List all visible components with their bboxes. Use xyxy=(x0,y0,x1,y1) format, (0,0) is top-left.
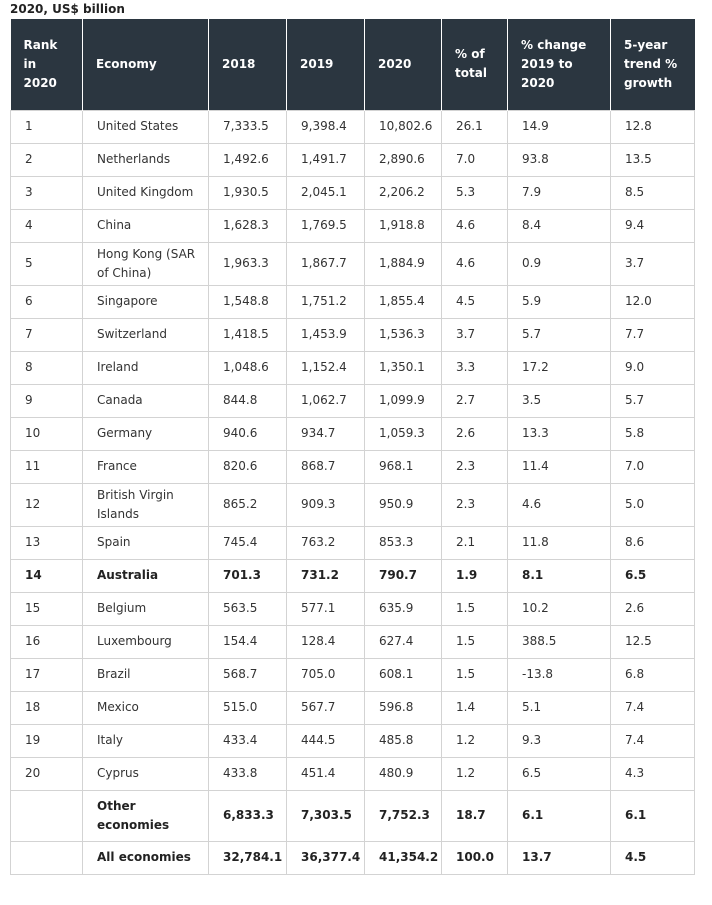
cell-pct-change: -13.8 xyxy=(508,658,611,691)
cell-2019: 731.2 xyxy=(287,559,365,592)
cell-trend: 3.7 xyxy=(611,242,695,285)
cell-pct-change: 0.9 xyxy=(508,242,611,285)
cell-trend: 12.5 xyxy=(611,625,695,658)
cell-2018: 820.6 xyxy=(209,450,287,483)
cell-2019: 1,453.9 xyxy=(287,318,365,351)
header-rank: Rank in 2020 xyxy=(11,19,83,110)
cell-trend: 7.0 xyxy=(611,450,695,483)
table-row xyxy=(11,110,695,143)
cell-economy: Spain xyxy=(83,526,209,559)
table-row xyxy=(11,417,695,450)
cell-pct-change: 5.1 xyxy=(508,691,611,724)
cell-2020: 1,855.4 xyxy=(365,285,442,318)
cell-2018: 32,784.1 xyxy=(209,841,287,874)
cell-trend: 4.3 xyxy=(611,757,695,790)
cell-2019: 763.2 xyxy=(287,526,365,559)
table-row xyxy=(11,143,695,176)
cell-pct-change: 5.9 xyxy=(508,285,611,318)
table-row xyxy=(11,691,695,724)
cell-2019: 1,491.7 xyxy=(287,143,365,176)
cell-rank: 13 xyxy=(11,526,83,559)
cell-rank: 5 xyxy=(11,242,83,285)
cell-2019: 1,867.7 xyxy=(287,242,365,285)
cell-trend: 6.8 xyxy=(611,658,695,691)
cell-rank: 1 xyxy=(11,110,83,143)
cell-rank: 18 xyxy=(11,691,83,724)
cell-trend: 12.0 xyxy=(611,285,695,318)
table-row xyxy=(11,790,695,841)
cell-trend: 2.6 xyxy=(611,592,695,625)
cell-rank: 6 xyxy=(11,285,83,318)
cell-pct-total: 4.6 xyxy=(442,209,508,242)
table-row xyxy=(11,841,695,874)
cell-2018: 940.6 xyxy=(209,417,287,450)
cell-2020: 608.1 xyxy=(365,658,442,691)
cell-pct-total: 100.0 xyxy=(442,841,508,874)
cell-rank: 17 xyxy=(11,658,83,691)
cell-rank: 7 xyxy=(11,318,83,351)
cell-pct-change: 10.2 xyxy=(508,592,611,625)
cell-trend: 5.8 xyxy=(611,417,695,450)
table-row xyxy=(11,351,695,384)
header-pct-total: % of total xyxy=(442,19,508,110)
cell-pct-change: 6.5 xyxy=(508,757,611,790)
cell-rank: 12 xyxy=(11,483,83,526)
cell-2018: 1,548.8 xyxy=(209,285,287,318)
cell-2020: 635.9 xyxy=(365,592,442,625)
table-row xyxy=(11,724,695,757)
header-2019: 2019 xyxy=(287,19,365,110)
table-row xyxy=(11,285,695,318)
cell-economy: Luxembourg xyxy=(83,625,209,658)
cell-2019: 451.4 xyxy=(287,757,365,790)
cell-2020: 2,890.6 xyxy=(365,143,442,176)
cell-economy: Mexico xyxy=(83,691,209,724)
cell-pct-total: 2.6 xyxy=(442,417,508,450)
cell-pct-total: 3.3 xyxy=(442,351,508,384)
cell-pct-change: 93.8 xyxy=(508,143,611,176)
cell-rank xyxy=(11,841,83,874)
cell-trend: 6.1 xyxy=(611,790,695,841)
cell-economy: Brazil xyxy=(83,658,209,691)
cell-pct-total: 1.2 xyxy=(442,757,508,790)
cell-rank: 16 xyxy=(11,625,83,658)
cell-pct-change: 11.8 xyxy=(508,526,611,559)
cell-trend: 7.4 xyxy=(611,724,695,757)
cell-pct-change: 9.3 xyxy=(508,724,611,757)
cell-2018: 1,963.3 xyxy=(209,242,287,285)
cell-pct-total: 3.7 xyxy=(442,318,508,351)
cell-rank: 10 xyxy=(11,417,83,450)
cell-economy: France xyxy=(83,450,209,483)
cell-trend: 5.7 xyxy=(611,384,695,417)
cell-economy: Canada xyxy=(83,384,209,417)
cell-rank: 8 xyxy=(11,351,83,384)
cell-pct-change: 6.1 xyxy=(508,790,611,841)
cell-2020: 790.7 xyxy=(365,559,442,592)
cell-economy: China xyxy=(83,209,209,242)
cell-2018: 1,418.5 xyxy=(209,318,287,351)
cell-pct-change: 8.4 xyxy=(508,209,611,242)
cell-pct-total: 4.5 xyxy=(442,285,508,318)
cell-economy: Italy xyxy=(83,724,209,757)
cell-trend: 9.0 xyxy=(611,351,695,384)
cell-2018: 568.7 xyxy=(209,658,287,691)
cell-economy: Belgium xyxy=(83,592,209,625)
cell-2019: 934.7 xyxy=(287,417,365,450)
cell-rank: 15 xyxy=(11,592,83,625)
table-body xyxy=(11,110,695,874)
cell-2020: 596.8 xyxy=(365,691,442,724)
cell-2018: 1,628.3 xyxy=(209,209,287,242)
cell-economy: Netherlands xyxy=(83,143,209,176)
cell-pct-change: 3.5 xyxy=(508,384,611,417)
cell-economy: British Virgin Islands xyxy=(83,483,209,526)
cell-2020: 1,350.1 xyxy=(365,351,442,384)
cell-2018: 563.5 xyxy=(209,592,287,625)
table-row xyxy=(11,559,695,592)
header-economy: Economy xyxy=(83,19,209,110)
cell-2020: 485.8 xyxy=(365,724,442,757)
cell-rank: 2 xyxy=(11,143,83,176)
cell-pct-total: 1.2 xyxy=(442,724,508,757)
cell-pct-total: 7.0 xyxy=(442,143,508,176)
cell-trend: 4.5 xyxy=(611,841,695,874)
cell-2020: 10,802.6 xyxy=(365,110,442,143)
cell-2018: 433.4 xyxy=(209,724,287,757)
cell-2018: 865.2 xyxy=(209,483,287,526)
cell-2020: 1,884.9 xyxy=(365,242,442,285)
cell-pct-total: 2.7 xyxy=(442,384,508,417)
cell-pct-change: 13.3 xyxy=(508,417,611,450)
cell-rank: 3 xyxy=(11,176,83,209)
cell-2018: 433.8 xyxy=(209,757,287,790)
table-row xyxy=(11,209,695,242)
cell-economy: Australia xyxy=(83,559,209,592)
table-row xyxy=(11,625,695,658)
table-row xyxy=(11,592,695,625)
cell-2019: 868.7 xyxy=(287,450,365,483)
cell-economy: Singapore xyxy=(83,285,209,318)
cell-pct-change: 17.2 xyxy=(508,351,611,384)
cell-2018: 1,048.6 xyxy=(209,351,287,384)
table-row xyxy=(11,658,695,691)
cell-2019: 1,062.7 xyxy=(287,384,365,417)
table-row xyxy=(11,242,695,285)
cell-2018: 515.0 xyxy=(209,691,287,724)
cell-2020: 7,752.3 xyxy=(365,790,442,841)
cell-trend: 12.8 xyxy=(611,110,695,143)
cell-economy: Ireland xyxy=(83,351,209,384)
cell-2020: 1,536.3 xyxy=(365,318,442,351)
cell-pct-total: 1.5 xyxy=(442,592,508,625)
investment-table xyxy=(10,19,695,875)
cell-trend: 7.4 xyxy=(611,691,695,724)
cell-2019: 36,377.4 xyxy=(287,841,365,874)
cell-2018: 6,833.3 xyxy=(209,790,287,841)
cell-2019: 128.4 xyxy=(287,625,365,658)
header-2020: 2020 xyxy=(365,19,442,110)
cell-trend: 5.0 xyxy=(611,483,695,526)
cell-2020: 968.1 xyxy=(365,450,442,483)
cell-trend: 9.4 xyxy=(611,209,695,242)
cell-2018: 1,492.6 xyxy=(209,143,287,176)
cell-economy: Other economies xyxy=(83,790,209,841)
table-row xyxy=(11,526,695,559)
table-row xyxy=(11,176,695,209)
cell-pct-total: 2.3 xyxy=(442,450,508,483)
cell-pct-total: 18.7 xyxy=(442,790,508,841)
table-row xyxy=(11,318,695,351)
cell-economy: Cyprus xyxy=(83,757,209,790)
cell-pct-change: 13.7 xyxy=(508,841,611,874)
cell-economy: Germany xyxy=(83,417,209,450)
cell-pct-change: 8.1 xyxy=(508,559,611,592)
table-row xyxy=(11,483,695,526)
cell-pct-change: 7.9 xyxy=(508,176,611,209)
header-pct-change: % change 2019 to 2020 xyxy=(508,19,611,110)
header-row xyxy=(11,19,695,110)
cell-trend: 13.5 xyxy=(611,143,695,176)
cell-2020: 41,354.2 xyxy=(365,841,442,874)
cell-pct-change: 4.6 xyxy=(508,483,611,526)
cell-trend: 6.5 xyxy=(611,559,695,592)
cell-trend: 8.5 xyxy=(611,176,695,209)
cell-2019: 9,398.4 xyxy=(287,110,365,143)
cell-2018: 1,930.5 xyxy=(209,176,287,209)
cell-2019: 1,751.2 xyxy=(287,285,365,318)
table-row xyxy=(11,757,695,790)
cell-2020: 480.9 xyxy=(365,757,442,790)
cell-2020: 627.4 xyxy=(365,625,442,658)
cell-economy: All economies xyxy=(83,841,209,874)
cell-economy: United States xyxy=(83,110,209,143)
cell-2020: 1,099.9 xyxy=(365,384,442,417)
cell-rank: 4 xyxy=(11,209,83,242)
cell-economy: United Kingdom xyxy=(83,176,209,209)
cell-rank: 9 xyxy=(11,384,83,417)
cell-2020: 853.3 xyxy=(365,526,442,559)
cell-trend: 7.7 xyxy=(611,318,695,351)
cell-rank xyxy=(11,790,83,841)
cell-economy: Hong Kong (SAR of China) xyxy=(83,242,209,285)
cell-2020: 1,918.8 xyxy=(365,209,442,242)
cell-pct-total: 26.1 xyxy=(442,110,508,143)
cell-rank: 11 xyxy=(11,450,83,483)
cell-rank: 20 xyxy=(11,757,83,790)
cell-economy: Switzerland xyxy=(83,318,209,351)
cell-2019: 909.3 xyxy=(287,483,365,526)
header-trend: 5-year trend % growth xyxy=(611,19,695,110)
cell-rank: 19 xyxy=(11,724,83,757)
header-2018: 2018 xyxy=(209,19,287,110)
cell-2019: 1,152.4 xyxy=(287,351,365,384)
table-caption: 2020, US$ billion xyxy=(10,2,125,16)
cell-pct-total: 2.1 xyxy=(442,526,508,559)
cell-trend: 8.6 xyxy=(611,526,695,559)
cell-2018: 701.3 xyxy=(209,559,287,592)
cell-2018: 844.8 xyxy=(209,384,287,417)
cell-pct-change: 14.9 xyxy=(508,110,611,143)
cell-2019: 705.0 xyxy=(287,658,365,691)
cell-2019: 1,769.5 xyxy=(287,209,365,242)
cell-2018: 745.4 xyxy=(209,526,287,559)
cell-2018: 7,333.5 xyxy=(209,110,287,143)
table-row xyxy=(11,384,695,417)
cell-2020: 2,206.2 xyxy=(365,176,442,209)
cell-pct-total: 2.3 xyxy=(442,483,508,526)
cell-2019: 2,045.1 xyxy=(287,176,365,209)
cell-pct-change: 5.7 xyxy=(508,318,611,351)
cell-2019: 7,303.5 xyxy=(287,790,365,841)
cell-2020: 950.9 xyxy=(365,483,442,526)
cell-pct-total: 4.6 xyxy=(442,242,508,285)
cell-2019: 567.7 xyxy=(287,691,365,724)
cell-pct-total: 1.4 xyxy=(442,691,508,724)
cell-2019: 577.1 xyxy=(287,592,365,625)
table-row xyxy=(11,450,695,483)
cell-pct-total: 1.9 xyxy=(442,559,508,592)
cell-2018: 154.4 xyxy=(209,625,287,658)
cell-rank: 14 xyxy=(11,559,83,592)
cell-2020: 1,059.3 xyxy=(365,417,442,450)
cell-2019: 444.5 xyxy=(287,724,365,757)
cell-pct-total: 1.5 xyxy=(442,658,508,691)
cell-pct-change: 388.5 xyxy=(508,625,611,658)
cell-pct-total: 1.5 xyxy=(442,625,508,658)
cell-pct-total: 5.3 xyxy=(442,176,508,209)
cell-pct-change: 11.4 xyxy=(508,450,611,483)
